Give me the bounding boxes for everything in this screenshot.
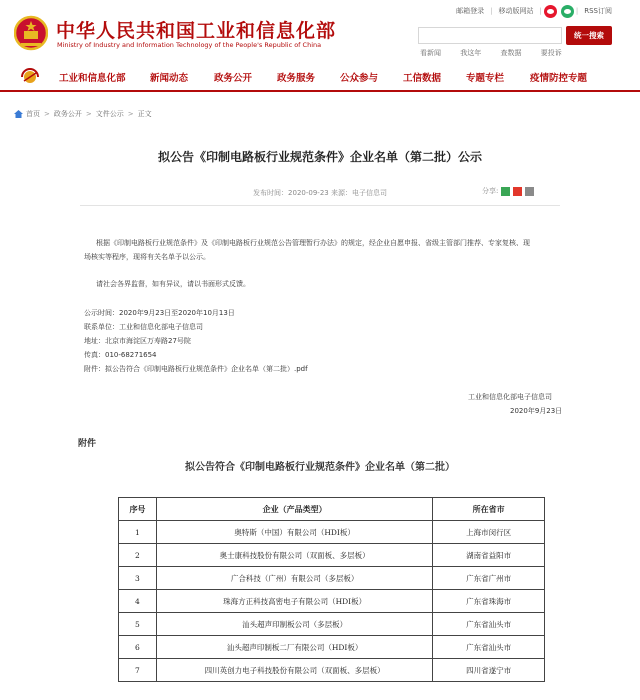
fax: 传真：010-68271654 xyxy=(84,351,157,359)
table-cell-location: 湖南省益阳市 xyxy=(433,544,545,567)
table-cell-index: 7 xyxy=(119,659,157,682)
contact-unit: 联系单位：工业和信息化部电子信息司 xyxy=(84,323,203,331)
quick-link-data[interactable]: 查数据 xyxy=(500,49,522,57)
breadcrumb-separator: > xyxy=(44,110,50,118)
email-login-link[interactable]: 邮箱登录 xyxy=(456,7,485,15)
table-row xyxy=(119,567,545,590)
quick-link-year[interactable]: 我这年 xyxy=(460,49,482,57)
share-wechat-icon[interactable] xyxy=(501,187,510,196)
table-cell-location: 广东省珠海市 xyxy=(433,590,545,613)
company-table xyxy=(118,497,545,682)
site-title[interactable]: 中华人民共和国工业和信息化部 xyxy=(56,20,337,42)
breadcrumb-current: 正文 xyxy=(137,110,152,118)
table-row xyxy=(119,544,545,567)
divider: | xyxy=(490,7,493,15)
nav-item-gov-affairs[interactable]: 政务公开 xyxy=(214,73,253,84)
column-header: 企业（产品类型） xyxy=(156,498,432,521)
body-paragraph-1-line-2: 场核实等程序，现将有关名单予以公示。 xyxy=(84,253,210,261)
table-header-row xyxy=(119,498,545,521)
table-cell-location: 广东省汕头市 xyxy=(433,613,545,636)
breadcrumb-home[interactable]: 首页 xyxy=(26,110,40,118)
national-emblem-icon[interactable] xyxy=(14,14,48,52)
table-cell-company: 汕头超声印制板公司（多层板） xyxy=(156,613,432,636)
search-input[interactable] xyxy=(418,27,562,44)
share-weibo-icon[interactable] xyxy=(513,187,522,196)
mobile-site-link[interactable]: 移动版网站 xyxy=(498,7,534,15)
divider: | xyxy=(575,7,579,15)
table-cell-company: 奥特斯（中国）有限公司（HDI板） xyxy=(156,521,432,544)
table-cell-index: 4 xyxy=(119,590,157,613)
attachment-link[interactable]: 附件：拟公告符合《印制电路板行业规范条件》企业名单（第二批）.pdf xyxy=(84,365,308,373)
table-cell-index: 1 xyxy=(119,521,157,544)
attachment-label: 附件 xyxy=(78,439,97,449)
nav-item-public-participation[interactable]: 公众参与 xyxy=(340,73,379,84)
quick-links xyxy=(420,48,579,58)
article-meta: 发布时间：2020-09-23 来源：电子信息司 xyxy=(253,189,387,197)
breadcrumb-file-notice[interactable]: 文件公示 xyxy=(95,110,124,118)
table-title: 拟公告符合《印制电路板行业规范条件》企业名单（第二批） xyxy=(185,462,455,473)
quick-link-news[interactable]: 看新闻 xyxy=(420,49,441,57)
weibo-icon[interactable] xyxy=(544,5,557,18)
table-cell-index: 3 xyxy=(119,567,157,590)
nav-item-gov-services[interactable]: 政务服务 xyxy=(277,73,316,84)
wechat-icon[interactable] xyxy=(561,5,574,18)
share-bar xyxy=(482,186,534,196)
site-subtitle: Ministry of Industry and Information Technology of the People's Republic of China xyxy=(57,41,322,49)
table-cell-company: 汕头超声印制板二厂有限公司（HDI板） xyxy=(156,636,432,659)
nav-item-ministry[interactable]: 工业和信息化部 xyxy=(59,73,126,84)
breadcrumb-separator: > xyxy=(85,110,92,118)
rss-link[interactable]: RSS订阅 xyxy=(584,7,612,15)
column-header: 序号 xyxy=(119,498,157,521)
table-cell-location: 上海市闵行区 xyxy=(433,521,545,544)
table-cell-index: 6 xyxy=(119,636,157,659)
nav-logo-icon[interactable] xyxy=(20,68,40,86)
divider: | xyxy=(539,7,542,15)
breadcrumb xyxy=(14,109,152,119)
signature-date: 2020年9月23日 xyxy=(510,407,563,415)
notice-period: 公示时间：2020年9月23日至2020年10月13日 xyxy=(84,309,235,317)
table-row xyxy=(119,636,545,659)
nav-item-epidemic[interactable]: 疫情防控专题 xyxy=(530,73,588,84)
site-header xyxy=(0,0,640,62)
page-title: 拟公告《印制电路板行业规范条件》企业名单（第二批）公示 xyxy=(157,150,482,164)
table-cell-index: 5 xyxy=(119,613,157,636)
table-row xyxy=(119,613,545,636)
table-cell-company: 珠海方正科技高密电子有限公司（HDI板） xyxy=(156,590,432,613)
nav-item-data[interactable]: 工信数据 xyxy=(403,73,442,84)
breadcrumb-separator: > xyxy=(127,110,134,118)
table-cell-company: 四川英创力电子科技股份有限公司（双面板、多层板） xyxy=(156,659,432,682)
top-links xyxy=(450,4,618,18)
nav-item-news[interactable]: 新闻动态 xyxy=(150,73,189,84)
main-nav xyxy=(0,62,640,92)
table-cell-index: 2 xyxy=(119,544,157,567)
address: 地址：北京市海淀区万寿路27号院 xyxy=(84,337,191,345)
table-cell-company: 广合科技（广州）有限公司（多层板） xyxy=(156,567,432,590)
table-row xyxy=(119,590,545,613)
share-label: 分享: xyxy=(482,187,499,195)
quick-link-complaint[interactable]: 要投诉 xyxy=(540,49,562,57)
table-cell-location: 广东省汕头市 xyxy=(433,636,545,659)
nav-item-special-topics[interactable]: 专题专栏 xyxy=(466,73,505,84)
search-button[interactable]: 统一搜索 xyxy=(566,26,612,45)
home-icon xyxy=(14,110,23,118)
signature-org: 工业和信息化部电子信息司 xyxy=(468,393,552,401)
table-row xyxy=(119,521,545,544)
table-cell-company: 奥士康科技股份有限公司（双面板、多层板） xyxy=(156,544,432,567)
divider xyxy=(80,205,560,206)
share-other-icon[interactable] xyxy=(525,187,534,196)
column-header: 所在省市 xyxy=(433,498,545,521)
table-cell-location: 广东省广州市 xyxy=(433,567,545,590)
table-cell-location: 四川省遂宁市 xyxy=(433,659,545,682)
body-paragraph-2: 请社会各界监督，如有异议，请以书面形式反馈。 xyxy=(96,280,250,288)
body-paragraph-1-line-1: 根据《印制电路板行业规范条件》及《印制电路板行业规范公告管理暂行办法》的规定，经企业自愿申报、省级主管部门推荐、专家复核、现 xyxy=(96,239,530,247)
breadcrumb-gov-affairs[interactable]: 政务公开 xyxy=(53,110,82,118)
table-row xyxy=(119,659,545,682)
